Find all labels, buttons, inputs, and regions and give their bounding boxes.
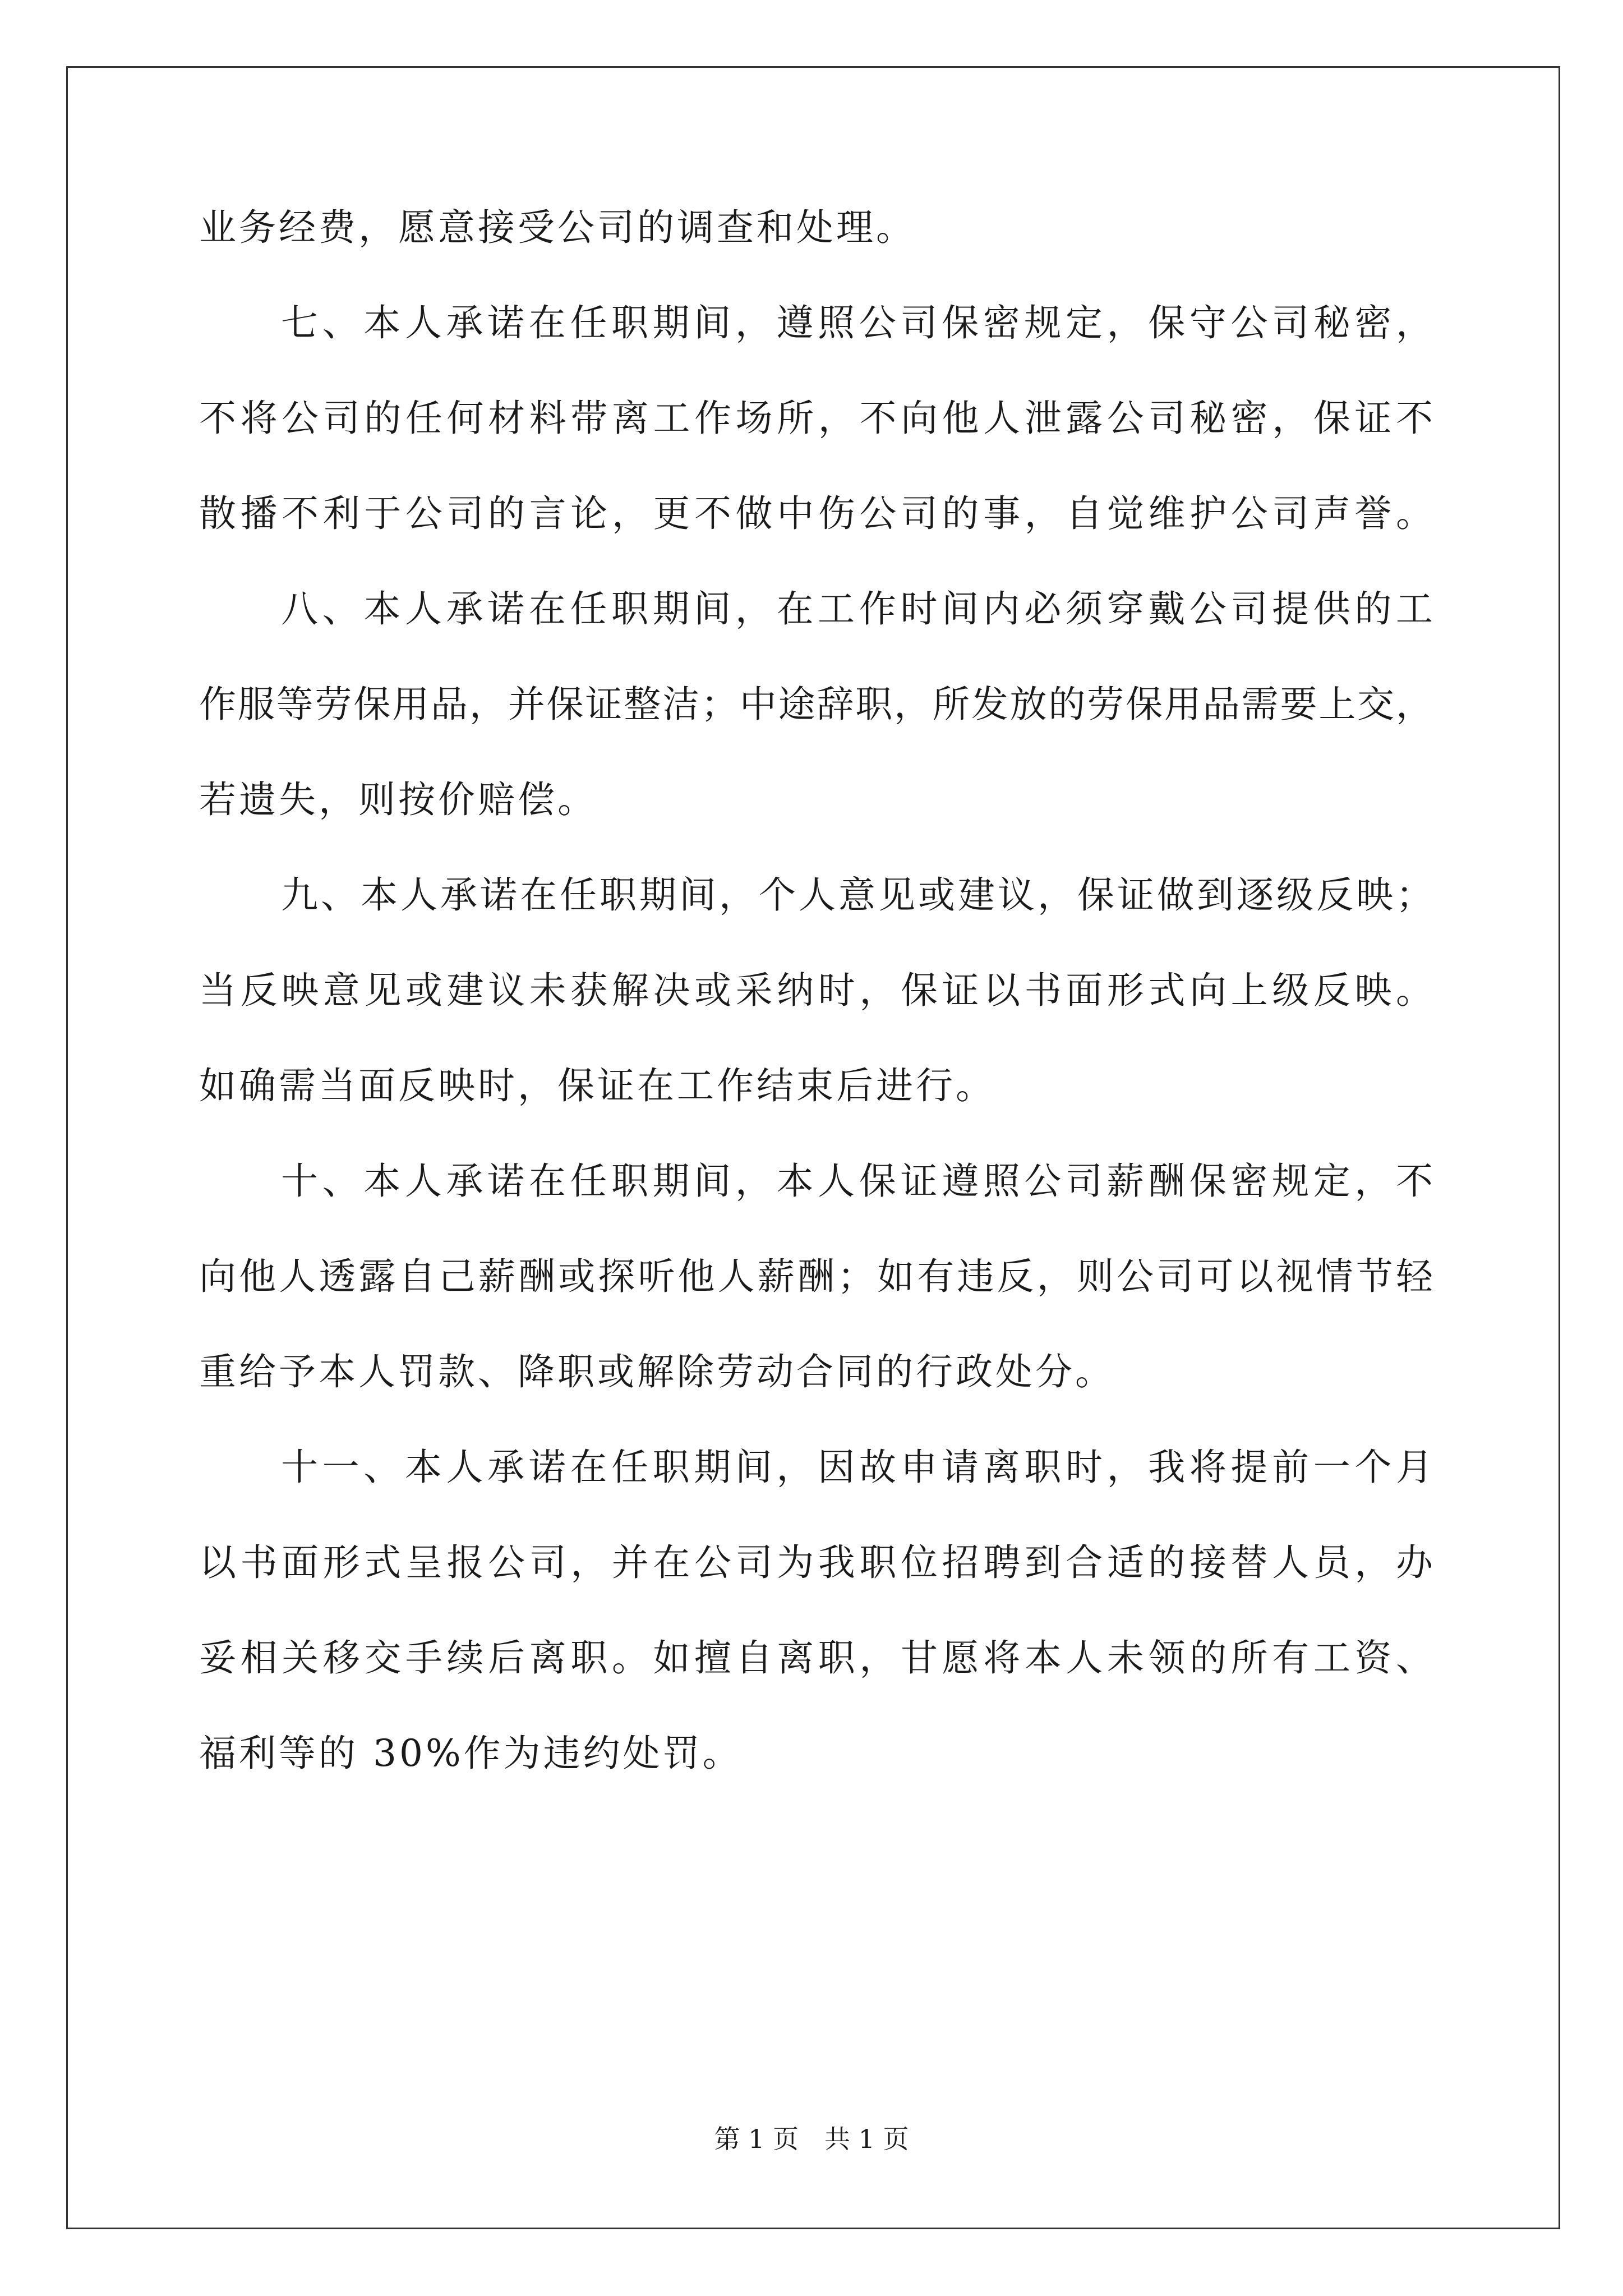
- paragraph-line: 业务经费，愿意接受公司的调查和处理。: [199, 206, 916, 249]
- paragraph-line: 若遗失，则按价赔偿。: [199, 778, 597, 821]
- paragraph-line: 福利等的 30%作为违约处罚。: [199, 1732, 743, 1775]
- paragraph-line: 七、本人承诺在任职期间，遵照公司保密规定，保守公司秘密，: [281, 301, 1433, 344]
- paragraph-line: 十、本人承诺在任职期间，本人保证遵照公司薪酬保密规定，不: [281, 1159, 1433, 1203]
- paragraph-line: 散播不利于公司的言论，更不做中伤公司的事，自觉维护公司声誉。: [199, 492, 1433, 535]
- page-number: 第 1 页 共 1 页: [714, 2124, 909, 2154]
- paragraph-line: 当反映意见或建议未获解决或采纳时，保证以书面形式向上级反映。: [199, 969, 1433, 1012]
- paragraph-line: 十一、本人承诺在任职期间，因故申请离职时，我将提前一个月: [281, 1446, 1433, 1489]
- paragraph-line: 如确需当面反映时，保证在工作结束后进行。: [199, 1064, 995, 1107]
- paragraph-line: 重给予本人罚款、降职或解除劳动合同的行政处分。: [199, 1350, 1115, 1393]
- paragraph-line: 九、本人承诺在任职期间，个人意见或建议，保证做到逐级反映；: [281, 873, 1433, 917]
- paragraph-line: 妥相关移交手续后离职。如擅自离职，甘愿将本人未领的所有工资、: [199, 1636, 1433, 1680]
- document-body: [199, 208, 1433, 1774]
- paragraph-line: 以书面形式呈报公司，并在公司为我职位招聘到合适的接替人员，办: [199, 1541, 1433, 1584]
- paragraph-line: 向他人透露自己薪酬或探听他人薪酬；如有违反，则公司可以视情节轻: [199, 1255, 1433, 1298]
- paragraph-line: 八、本人承诺在任职期间，在工作时间内必须穿戴公司提供的工: [281, 587, 1433, 631]
- paragraph-line: 作服等劳保用品，并保证整洁；中途辞职，所发放的劳保用品需要上交，: [199, 683, 1433, 726]
- paragraph-line: 不将公司的任何材料带离工作场所，不向他人泄露公司秘密，保证不: [199, 397, 1433, 440]
